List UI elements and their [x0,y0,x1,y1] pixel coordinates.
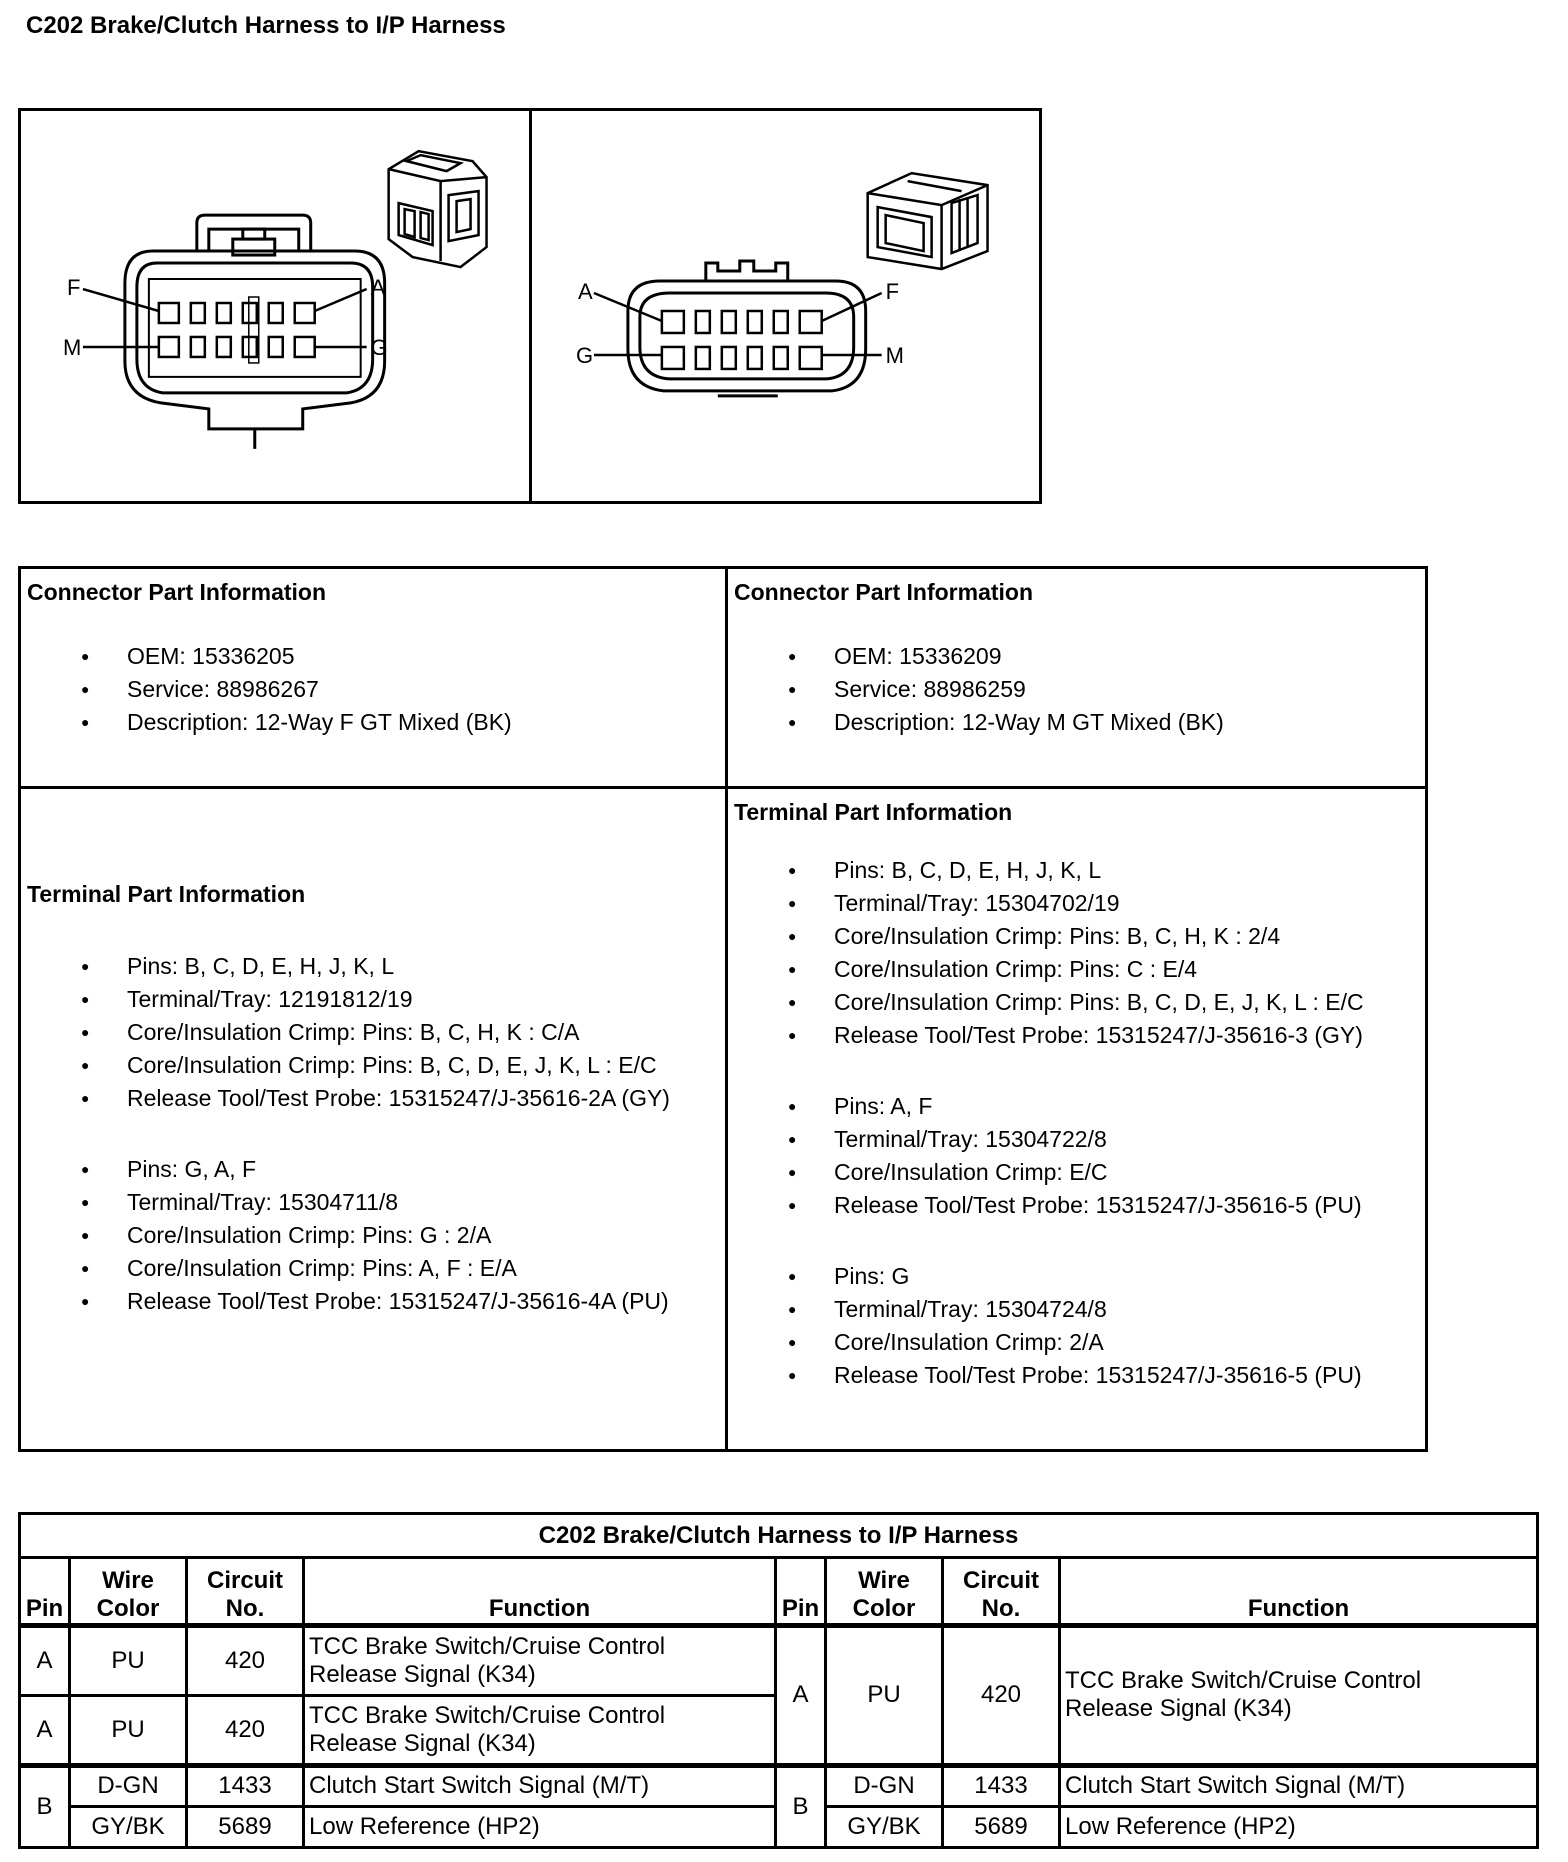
connector-info-left [20,568,727,788]
female-connector-drawing [21,111,529,501]
male-connector-drawing [532,111,1040,501]
list-item: ● Core/Insulation Crimp: Pins: B, C, H, K : 2/4 [788,920,1419,953]
list-item: ● Core/Insulation Crimp: E/C [788,1156,1419,1189]
terminal-info-list [27,950,719,1115]
wire-color-cell: PU [826,1626,943,1766]
circuit-cell: 420 [187,1626,304,1696]
header-function: Function [304,1558,776,1626]
pin-label-a: A [577,279,593,305]
list-item: ● Core/Insulation Crimp: Pins: B, C, H, K : C/A [81,1016,719,1049]
list-item: ● Description: 12-Way M GT Mixed (BK) [788,706,1419,739]
circuit-cell: 1433 [187,1765,304,1806]
circuit-cell: 5689 [943,1806,1060,1847]
wire-color-cell: PU [70,1695,187,1765]
section-title: Terminal Part Information [734,799,1013,825]
circuit-cell: 1433 [943,1765,1060,1806]
list-item: ● Terminal/Tray: 15304722/8 [788,1123,1419,1156]
section-title: Terminal Part Information [27,881,306,907]
terminal-info-list [734,1260,1419,1392]
wire-color-cell: GY/BK [826,1806,943,1847]
list-item: ● Pins: A, F [788,1090,1419,1123]
terminal-info-right [727,788,1427,1451]
pin-label-a: A [370,275,386,301]
female-connector-view [21,111,532,501]
header-pin: Pin [776,1558,826,1626]
list-item: ● Service: 88986267 [81,673,719,706]
pin-cell: A [20,1695,70,1765]
list-item: ● Pins: G, A, F [81,1153,719,1186]
pin-label-m: M [885,342,904,368]
function-cell: Clutch Start Switch Signal (M/T) [1060,1765,1538,1806]
list-item: ● Core/Insulation Crimp: Pins: C : E/4 [788,953,1419,986]
wire-color-cell: PU [70,1626,187,1696]
list-item: ● Terminal/Tray: 15304724/8 [788,1293,1419,1326]
male-connector-3d-icon [867,173,987,269]
terminal-info-list [734,1090,1419,1222]
terminal-info-left [20,788,727,1451]
header-wire-color: Wire Color [826,1558,943,1626]
pin-label-g: G [575,342,593,368]
list-item: ● Pins: B, C, D, E, H, J, K, L [788,854,1419,887]
header-function: Function [1060,1558,1538,1626]
male-pin-cavities [661,311,821,369]
table-caption: C202 Brake/Clutch Harness to I/P Harness [20,1514,1538,1558]
list-item: ● Terminal/Tray: 15304711/8 [81,1186,719,1219]
list-item: ● Pins: B, C, D, E, H, J, K, L [81,950,719,983]
list-item: ● Description: 12-Way F GT Mixed (BK) [81,706,719,739]
wire-color-cell: D-GN [826,1765,943,1806]
part-information-table [18,566,1428,1452]
terminal-info-list [734,854,1419,1052]
wire-color-cell: D-GN [70,1765,187,1806]
function-cell: Clutch Start Switch Signal (M/T) [304,1765,776,1806]
pinout-table [18,1512,1539,1849]
connector-info-right [727,568,1427,788]
connector-info-list [734,640,1419,739]
header-wire-color: Wire Color [70,1558,187,1626]
function-cell: TCC Brake Switch/Cruise Control Release Signal (K34) [304,1695,776,1765]
pin-label-m: M [62,334,82,360]
section-title: Connector Part Information [734,579,1034,605]
list-item: ● OEM: 15336205 [81,640,719,673]
list-item: ● Core/Insulation Crimp: 2/A [788,1326,1419,1359]
table-row [20,1626,1538,1696]
function-cell: Low Reference (HP2) [1060,1806,1538,1847]
page-title: C202 Brake/Clutch Harness to I/P Harness [26,12,506,39]
function-cell: TCC Brake Switch/Cruise Control Release Signal (K34) [304,1626,776,1696]
section-title: Connector Part Information [27,579,327,605]
circuit-cell: 420 [187,1695,304,1765]
pin-label-g: G [370,334,388,360]
list-item: ● Core/Insulation Crimp: Pins: B, C, D, E, J, K, L : E/C [81,1049,719,1082]
list-item: ● Release Tool/Test Probe: 15315247/J-35616-5 (PU) [788,1189,1419,1222]
header-circuit-no: Circuit No. [943,1558,1060,1626]
function-cell: Low Reference (HP2) [304,1806,776,1847]
list-item: ● Release Tool/Test Probe: 15315247/J-35616-5 (PU) [788,1359,1419,1392]
pin-label-f: F [66,275,81,301]
circuit-cell: 5689 [187,1806,304,1847]
list-item: ● Terminal/Tray: 12191812/19 [81,983,719,1016]
connector-info-list [27,640,719,739]
list-item: ● OEM: 15336209 [788,640,1419,673]
terminal-info-list [27,1153,719,1318]
list-item: ● Core/Insulation Crimp: Pins: G : 2/A [81,1219,719,1252]
female-connector-3d-icon [389,151,487,267]
list-item: ● Terminal/Tray: 15304702/19 [788,887,1419,920]
male-connector-view [532,111,1040,501]
female-pin-cavities [159,297,315,363]
list-item: ● Core/Insulation Crimp: Pins: A, F : E/A [81,1252,719,1285]
wire-color-cell: GY/BK [70,1806,187,1847]
list-item: ● Service: 88986259 [788,673,1419,706]
circuit-cell: 420 [943,1626,1060,1766]
connector-diagrams [18,108,1042,504]
pin-cell: A [20,1626,70,1696]
pin-label-f: F [885,279,899,305]
list-item: ● Release Tool/Test Probe: 15315247/J-35616-2A (GY) [81,1082,719,1115]
list-item: ● Release Tool/Test Probe: 15315247/J-35616-3 (GY) [788,1019,1419,1052]
list-item: ● Pins: G [788,1260,1419,1293]
female-connector-face [125,215,385,449]
pin-cell: B [20,1765,70,1847]
header-pin: Pin [20,1558,70,1626]
pin-cell: A [776,1626,826,1766]
list-item: ● Release Tool/Test Probe: 15315247/J-35616-4A (PU) [81,1285,719,1318]
header-circuit-no: Circuit No. [187,1558,304,1626]
pin-cell: B [776,1765,826,1847]
list-item: ● Core/Insulation Crimp: Pins: B, C, D, E, J, K, L : E/C [788,986,1419,1019]
table-row [20,1765,1538,1806]
function-cell: TCC Brake Switch/Cruise Control Release Signal (K34) [1060,1626,1538,1766]
